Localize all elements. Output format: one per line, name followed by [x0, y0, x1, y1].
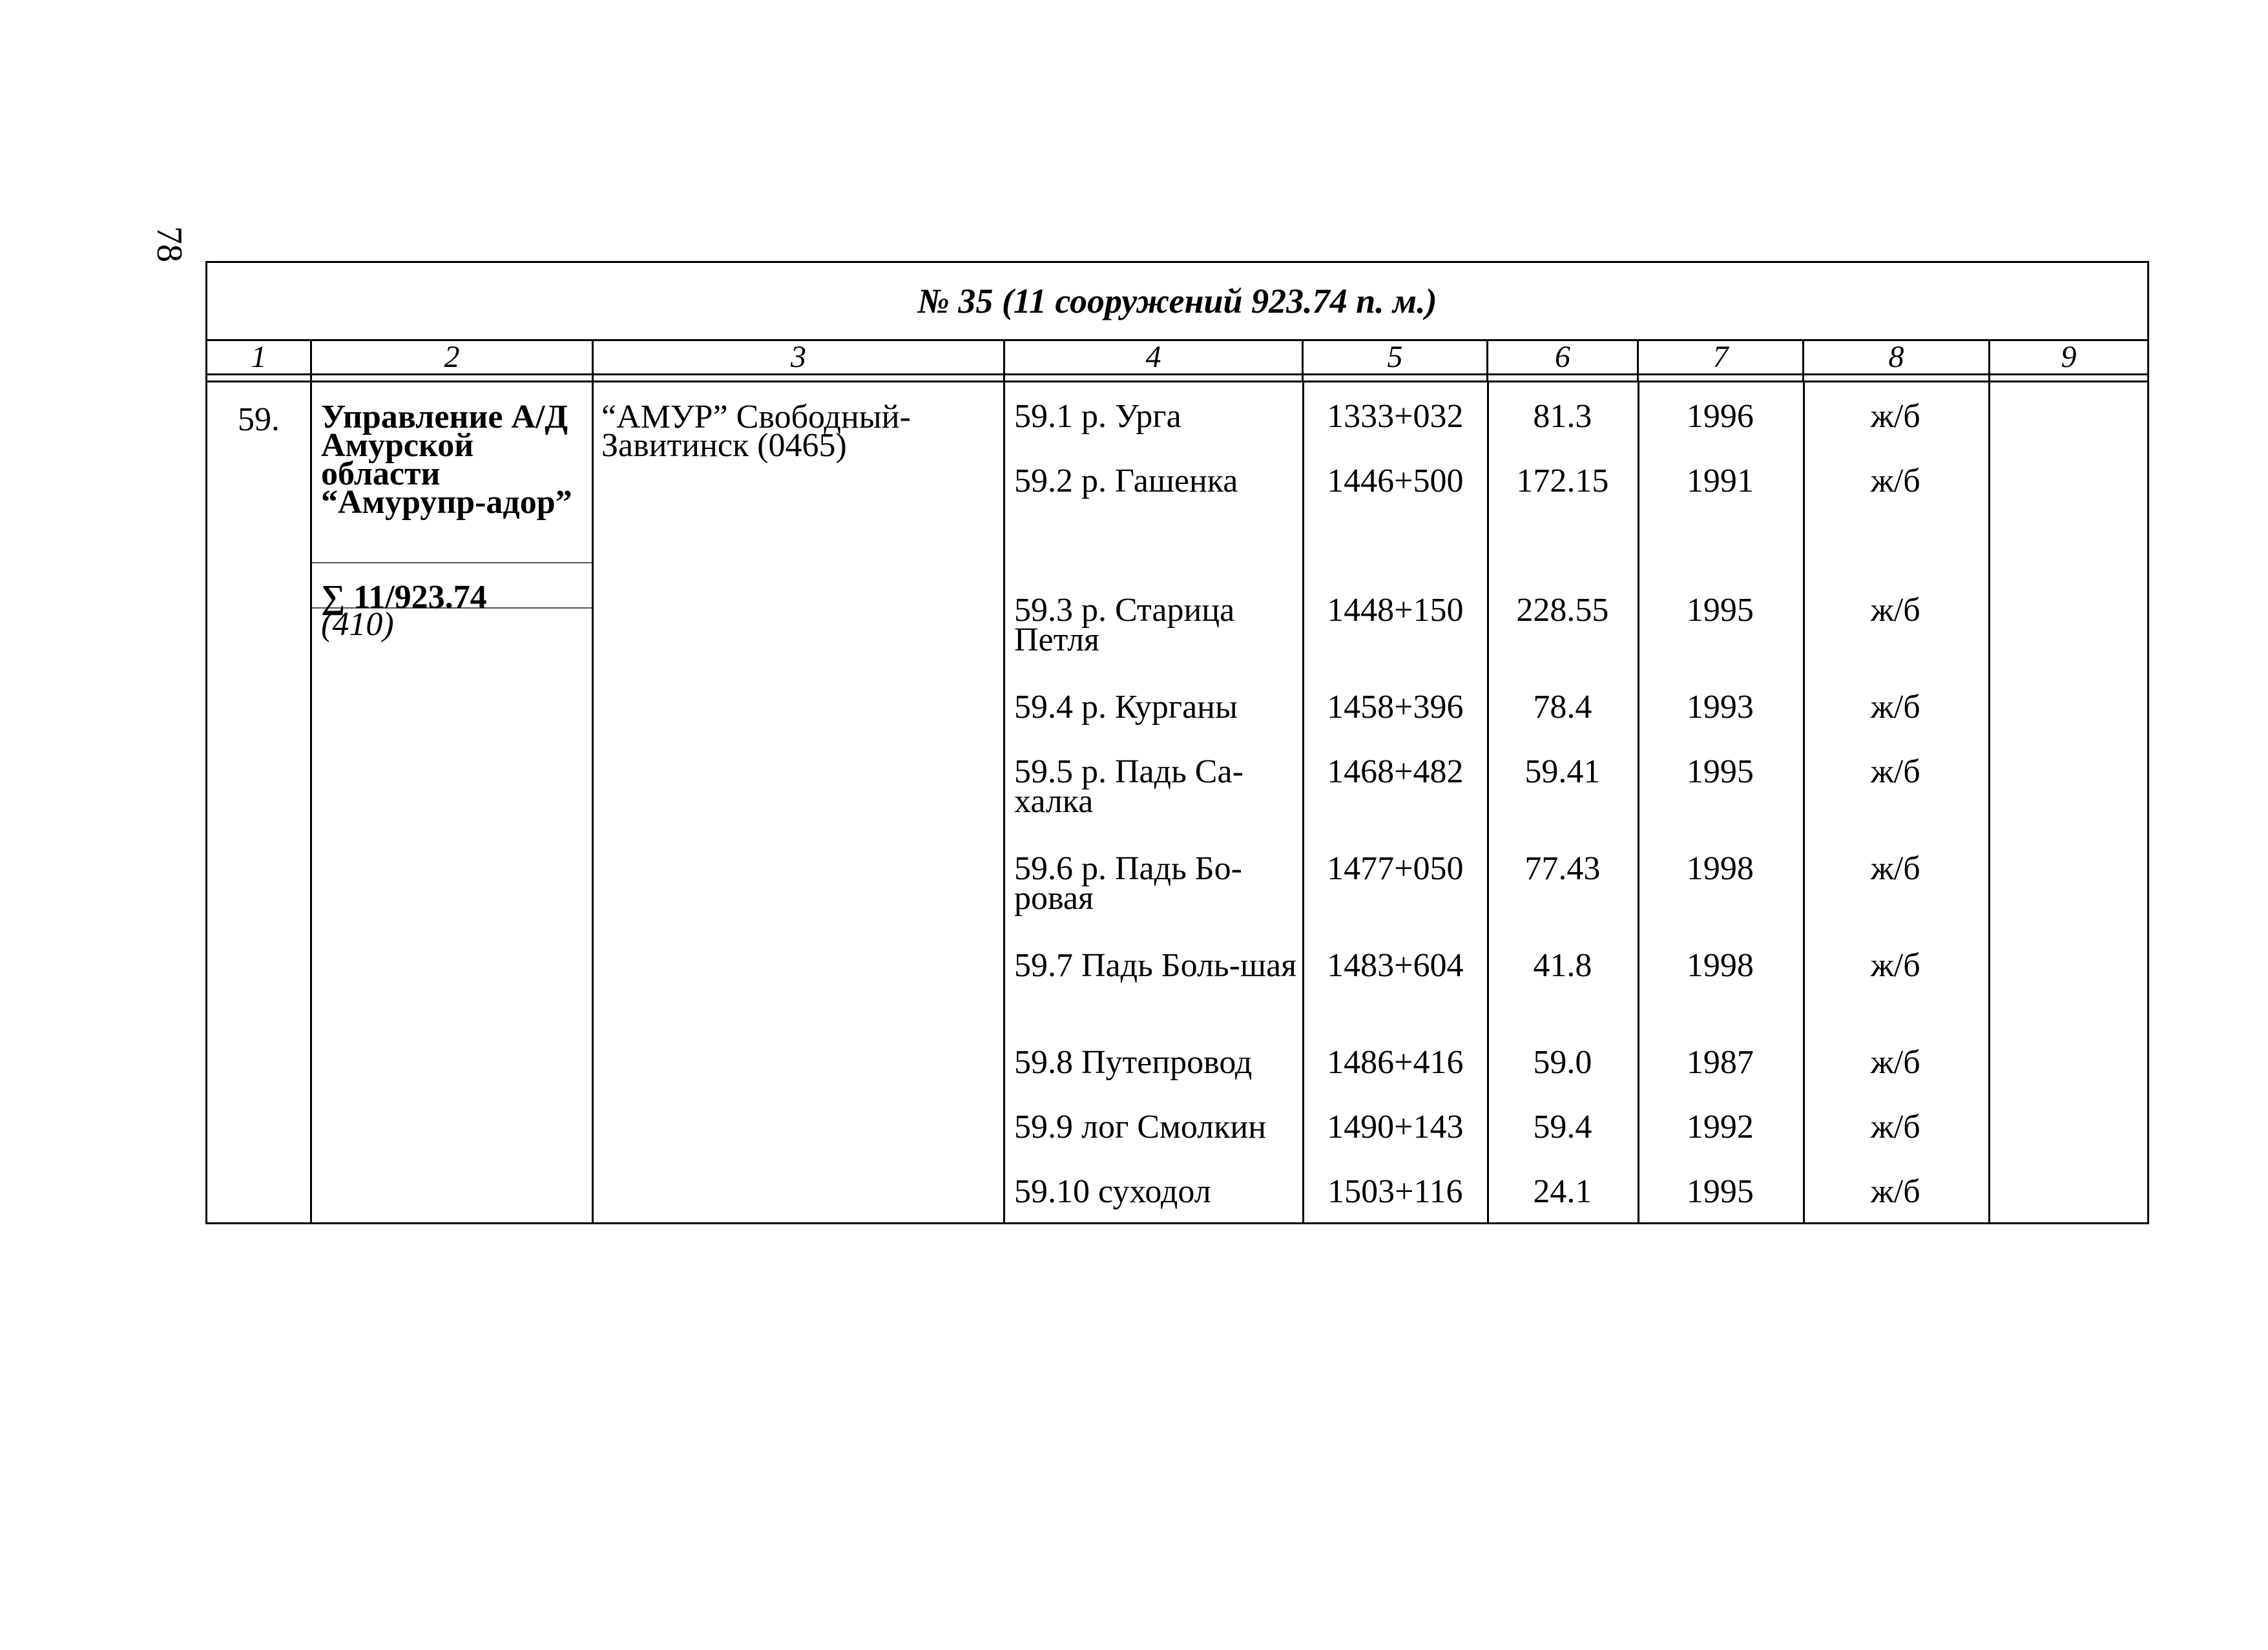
item-length: 59.4: [1533, 1109, 1592, 1145]
summary-code: (410): [321, 606, 394, 643]
column-divider: [1638, 382, 1639, 1222]
items-list: [1005, 382, 1988, 1222]
item-year: 1995: [1686, 592, 1754, 629]
item-km: 1503+116: [1327, 1173, 1463, 1210]
item-year: 1993: [1686, 689, 1754, 726]
item-material: ж/б: [1870, 850, 1920, 887]
column-9-cell: [1990, 382, 2148, 1224]
item-material: ж/б: [1870, 463, 1920, 499]
item-km: 1477+050: [1327, 850, 1464, 887]
item-name: 59.6 р. Падь Бо-ровая: [1014, 850, 1242, 917]
item-material: ж/б: [1870, 947, 1920, 984]
item-name: 59.7 Падь Боль-шая: [1014, 947, 1296, 984]
item-year: 1998: [1686, 947, 1754, 984]
item-length: 77.43: [1524, 850, 1601, 887]
item-year: 1991: [1686, 463, 1754, 499]
item-row: [1005, 398, 1988, 435]
column-number-2: 2: [311, 340, 593, 375]
item-length: 78.4: [1533, 689, 1592, 726]
column-number-6: 6: [1488, 340, 1638, 375]
column-divider: [1803, 382, 1805, 1222]
item-material: ж/б: [1870, 1173, 1920, 1210]
column-divider: [1487, 382, 1489, 1222]
items-cell: [1004, 382, 1990, 1224]
item-km: 1333+032: [1327, 398, 1464, 435]
item-km: 1490+143: [1327, 1109, 1464, 1145]
item-material: ж/б: [1870, 398, 1920, 435]
item-material: ж/б: [1870, 592, 1920, 629]
structures-table: [205, 261, 2149, 1224]
item-name: 59.9 лог Смолкин: [1014, 1109, 1267, 1145]
item-material: ж/б: [1870, 1044, 1920, 1081]
item-row: [1005, 463, 1988, 499]
item-name: 59.1 р. Урга: [1014, 398, 1181, 435]
item-length: 81.3: [1533, 398, 1592, 435]
entry-number: 59.: [238, 401, 280, 438]
item-year: 1996: [1686, 398, 1754, 435]
column-number-7: 7: [1638, 340, 1804, 375]
column-number-1: 1: [207, 340, 311, 375]
item-year: 1992: [1686, 1109, 1754, 1145]
title-row: [207, 262, 2148, 340]
column-number-row: [207, 340, 2148, 375]
column-number-5: 5: [1303, 340, 1488, 375]
item-material: ж/б: [1870, 753, 1920, 790]
item-row: [1005, 592, 1988, 658]
road-name: “АМУР” Свободный-Завитинск (0465): [601, 399, 911, 464]
item-km: 1483+604: [1327, 947, 1464, 984]
item-length: 41.8: [1533, 947, 1592, 984]
item-row: [1005, 1044, 1988, 1081]
item-km: 1458+396: [1327, 689, 1464, 726]
item-length: 228.55: [1516, 592, 1609, 629]
table-title: № 35 (11 сооружений 923.74 п. м.): [207, 262, 2148, 340]
item-km: 1468+482: [1327, 753, 1464, 790]
column-number-3: 3: [593, 340, 1004, 375]
item-row: [1005, 689, 1988, 726]
item-year: 1987: [1686, 1044, 1754, 1081]
item-name: 59.3 р. Старица Петля: [1014, 592, 1235, 658]
item-km: 1448+150: [1327, 592, 1464, 629]
separator-row: [207, 375, 2148, 382]
item-km: 1446+500: [1327, 463, 1464, 499]
item-material: ж/б: [1870, 1109, 1920, 1145]
item-row: [1005, 947, 1988, 984]
item-name: 59.5 р. Падь Са-халка: [1014, 753, 1243, 820]
item-row: [1005, 1173, 1988, 1210]
item-km: 1486+416: [1327, 1044, 1464, 1081]
item-row: [1005, 753, 1988, 820]
item-year: 1995: [1686, 1173, 1754, 1210]
organization-cell: [311, 382, 593, 1224]
road-cell: [593, 382, 1004, 1224]
page-number: 78: [149, 226, 189, 262]
item-length: 59.0: [1533, 1044, 1592, 1081]
item-length: 172.15: [1516, 463, 1609, 499]
item-material: ж/б: [1870, 689, 1920, 726]
item-name: 59.2 р. Гашенка: [1014, 463, 1238, 499]
column-number-4: 4: [1004, 340, 1303, 375]
organization-name: Управление А/Д Амурской области “Амурупр-адор”: [312, 382, 592, 563]
item-length: 59.41: [1524, 753, 1601, 790]
item-name: 59.4 р. Курганы: [1014, 689, 1238, 726]
item-length: 24.1: [1533, 1173, 1592, 1210]
item-year: 1995: [1686, 753, 1754, 790]
entry-number-cell: [207, 382, 311, 1224]
item-name: 59.8 Путепровод: [1014, 1044, 1253, 1081]
item-name: 59.10 суходол: [1014, 1173, 1211, 1210]
column-number-9: 9: [1990, 340, 2148, 375]
entry-row: [207, 382, 2148, 1224]
item-year: 1998: [1686, 850, 1754, 887]
summary-value: ∑ 11/923.74: [312, 563, 592, 609]
item-row: [1005, 850, 1988, 917]
column-divider: [1302, 382, 1304, 1222]
item-row: [1005, 1109, 1988, 1145]
column-number-8: 8: [1804, 340, 1990, 375]
